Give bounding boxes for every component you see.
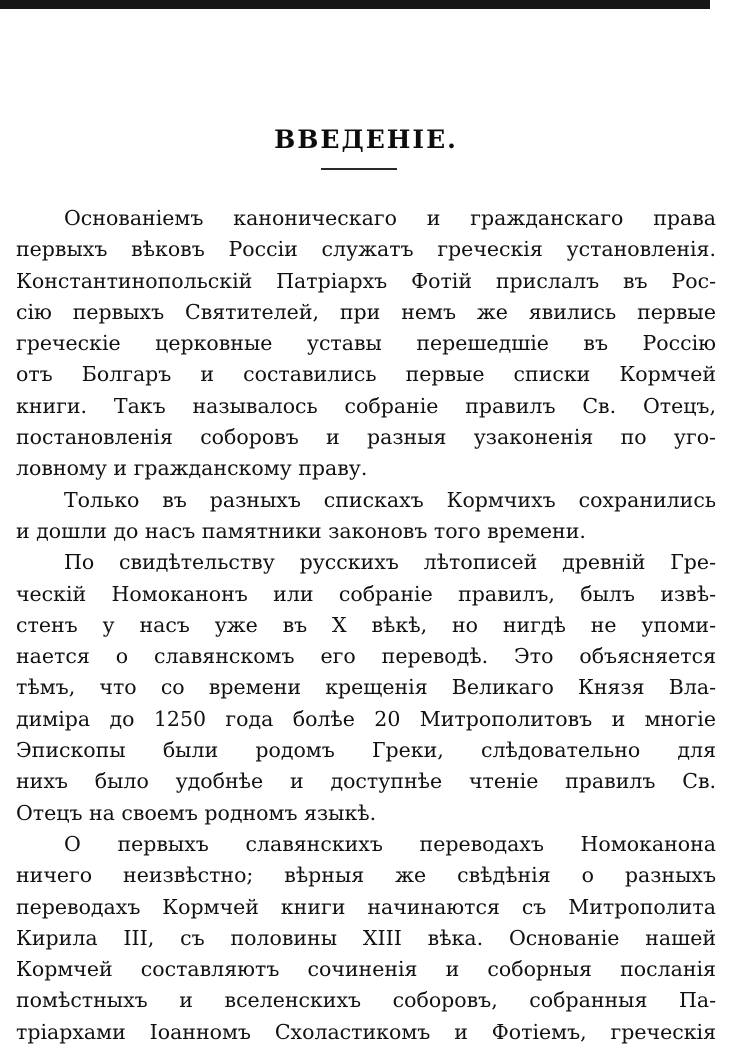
text-line: и дошли до насъ памятники законовъ того времени. bbox=[16, 518, 586, 543]
text-line: тѣмъ, что со времени крещенія Великаго Князя Вла- bbox=[16, 675, 716, 700]
text-line: Основаніемъ каноническаго и гражданскаго права bbox=[64, 206, 716, 230]
text-line: Кирила III, съ половины XIII вѣка. Основаніе нашей bbox=[16, 925, 716, 950]
text-line: первыхъ вѣковъ Россіи служатъ греческія установленія. bbox=[16, 237, 716, 262]
text-line: Кормчей составляютъ сочиненія и соборныя посланія bbox=[16, 957, 716, 982]
page-title: ВВЕДЕНІЕ. bbox=[274, 124, 458, 154]
text-line: сію первыхъ Святителей, при немъ же явились первые bbox=[16, 299, 716, 324]
text-line: Константинопольскій Патріархъ Фотій прислалъ въ Рос- bbox=[16, 268, 716, 293]
text-line: ческій Номоканонъ или собраніе правилъ, былъ извѣ- bbox=[16, 581, 716, 606]
paragraph-2 bbox=[16, 485, 716, 548]
text-line: отъ Болгаръ и составились первые списки Кормчей bbox=[16, 362, 716, 387]
paragraph-4 bbox=[16, 829, 716, 1048]
text-line: По свидѣтельству русскихъ лѣтописей древній Гре- bbox=[64, 550, 716, 575]
text-line: ловному и гражданскому праву. bbox=[16, 456, 368, 481]
text-line: стенъ у насъ уже въ X вѣкѣ, но нигдѣ не упоми- bbox=[16, 612, 716, 637]
text-line: переводахъ Кормчей книги начинаются съ Митрополита bbox=[16, 894, 716, 919]
text-line: нихъ было удобнѣе и доступнѣе чтеніе правилъ Св. bbox=[16, 769, 716, 794]
text-line: помѣстныхъ и вселенскихъ соборовъ, собранныя Па- bbox=[16, 988, 716, 1013]
text-line: Эпископы были родомъ Греки, слѣдовательно для bbox=[16, 738, 716, 763]
paragraph-3 bbox=[16, 547, 716, 829]
text-line: Только въ разныхъ спискахъ Кормчихъ сохранились bbox=[64, 487, 716, 512]
text-line: ничего неизвѣстно; вѣрныя же свѣдѣнія о разныхъ bbox=[16, 863, 716, 888]
text-line: нается о славянскомъ его переводѣ. Это объясняется bbox=[16, 644, 716, 669]
text-line: постановленія соборовъ и разныя узаконенія по уго- bbox=[16, 425, 716, 450]
body-text bbox=[16, 203, 716, 1048]
text-line: О первыхъ славянскихъ переводахъ Номоканона bbox=[64, 831, 716, 856]
text-line: тріархами Іоанномъ Схоластикомъ и Фотіемъ, греческія bbox=[16, 1019, 716, 1044]
title-underline-rule bbox=[321, 168, 397, 170]
paragraph-1 bbox=[16, 203, 716, 485]
text-line: греческіе церковные уставы перешедшіе въ Россію bbox=[16, 331, 716, 356]
text-line: диміра до 1250 года болѣе 20 Митрополитовъ и многіе bbox=[16, 706, 716, 731]
text-line: книги. Такъ называлось собраніе правилъ Св. Отецъ, bbox=[16, 393, 716, 418]
top-border-rule bbox=[0, 0, 710, 9]
text-line: Отецъ на своемъ родномъ языкѣ. bbox=[16, 800, 377, 825]
